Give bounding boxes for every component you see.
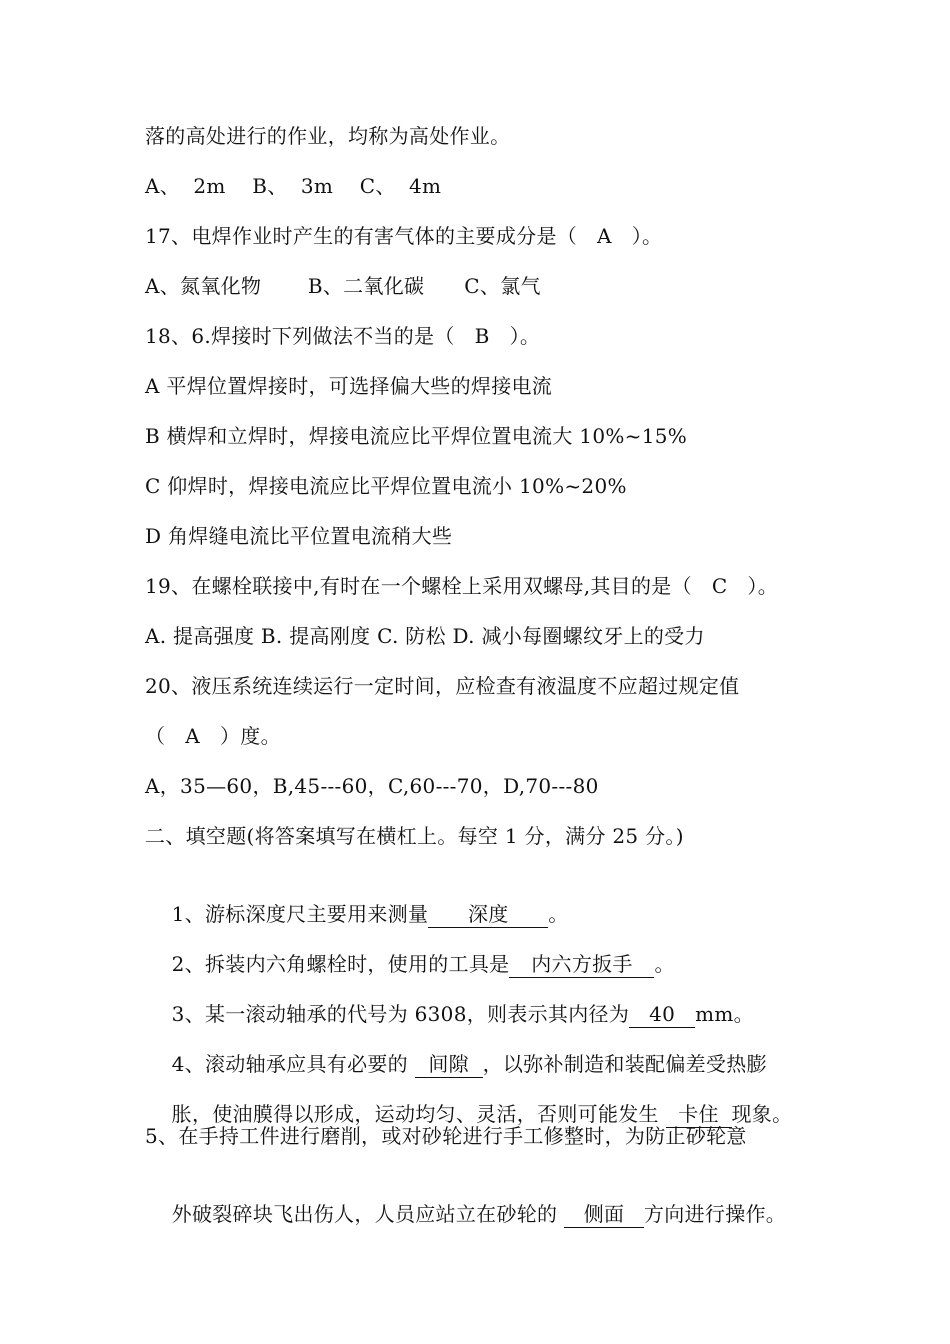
- option-18-a: A 平焊位置焊接时，可选择偏大些的焊接电流: [145, 374, 553, 398]
- fill-q2-answer-blank: 内六方扳手: [509, 951, 654, 978]
- option-18-b: B 横焊和立焊时，焊接电流应比平焊位置电流大 10%~15%: [145, 424, 688, 448]
- fill-q3-answer-blank: 40: [629, 1001, 695, 1028]
- fill-q4-text: 4、滚动轴承应具有必要的: [171, 1052, 415, 1076]
- option-18-c: C 仰焊时，焊接电流应比平焊位置电流小 10%~20%: [145, 474, 627, 498]
- fill-question-2: [145, 922, 675, 976]
- options-q20: A，35—60，B,45---60，C,60---70，D,70---80: [145, 774, 599, 798]
- option-18-d: D 角焊缝电流比平位置电流稍大些: [145, 524, 453, 548]
- fill-question-4: [145, 1022, 767, 1076]
- fill-q5-text-line2: 外破裂碎块飞出伤人，人员应站立在砂轮的: [171, 1202, 564, 1226]
- fill-q2-end: 。: [654, 952, 675, 976]
- fill-question-3: [145, 972, 754, 1026]
- question-20: 20、液压系统连续运行一定时间，应检查有液温度不应超过规定值: [145, 674, 740, 698]
- options-q16: A、 2m B、 3m C、 4m: [145, 174, 442, 198]
- fill-q4-answer2-blank: 卡住: [666, 1101, 732, 1128]
- fill-q2-text: 2、拆装内六角螺栓时，使用的工具是: [171, 952, 510, 976]
- fill-q3-text: 3、某一滚动轴承的代号为 6308，则表示其内径为: [171, 1002, 630, 1026]
- text-line-heights-definition: 落的高处进行的作业，均称为高处作业。: [145, 124, 511, 148]
- fill-q1-end: 。: [548, 902, 569, 926]
- fill-question-5: 5、在手持工件进行磨削，或对砂轮进行手工修整时，为防止砂轮意: [145, 1124, 747, 1148]
- question-20-continued: （ A ）度。: [145, 724, 281, 748]
- fill-question-4-line-2: [145, 1072, 793, 1126]
- section-heading-fill-in: 二、填空题(将答案填写在横杠上。每空 1 分，满分 25 分。): [145, 824, 684, 848]
- fill-q4-answer-blank: 间隙: [415, 1051, 483, 1078]
- question-18: 18、6.焊接时下列做法不当的是（ B ）。: [145, 324, 541, 348]
- question-17: 17、电焊作业时产生的有害气体的主要成分是（ A ）。: [145, 224, 663, 248]
- question-19: 19、在螺栓联接中,有时在一个螺栓上采用双螺母,其目的是（ C ）。: [145, 574, 779, 598]
- fill-question-1: [145, 872, 569, 926]
- fill-q5-answer-blank: 侧面: [564, 1201, 644, 1228]
- fill-q4-end: 现象。: [731, 1102, 793, 1126]
- fill-q1-answer-blank: 深度: [428, 901, 548, 928]
- fill-q5-end: 方向进行操作。: [644, 1202, 787, 1226]
- fill-q1-text: 1、游标深度尺主要用来测量: [171, 902, 429, 926]
- fill-question-5-line-2: [145, 1172, 787, 1226]
- options-q19: A. 提高强度 B. 提高刚度 C. 防松 D. 减小每圈螺纹牙上的受力: [145, 624, 705, 648]
- fill-q4-text-cont: ，以弥补制造和装配偏差受热膨: [482, 1052, 767, 1076]
- options-q17: A、氮氧化物 B、二氧化碳 C、氯气: [145, 274, 541, 298]
- fill-q3-end: mm。: [695, 1002, 754, 1026]
- fill-q4-text-line2: 胀，使油膜得以形成，运动均匀、灵活，否则可能发生: [171, 1102, 666, 1126]
